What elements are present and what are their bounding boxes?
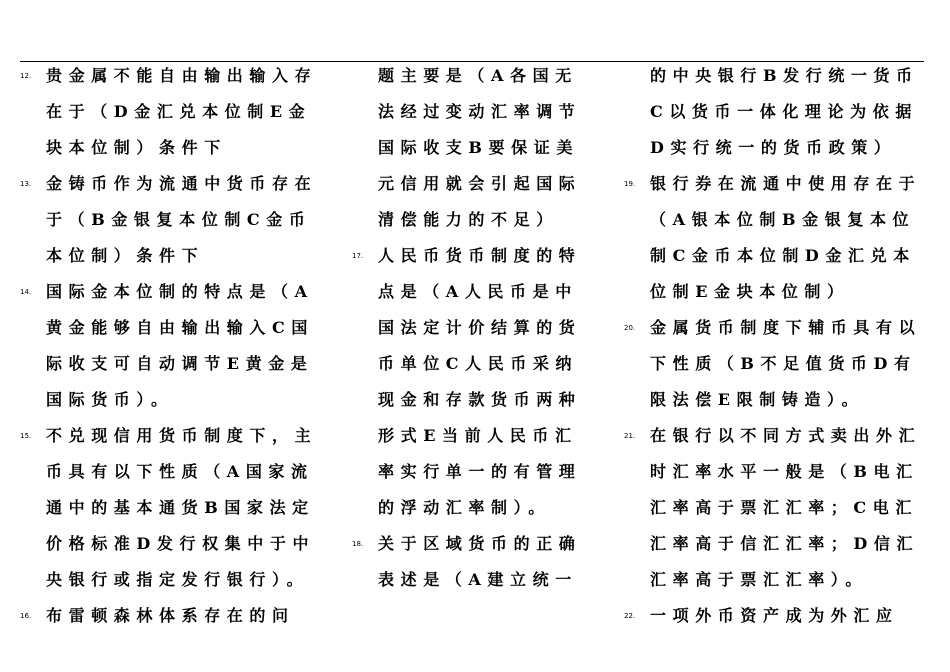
question-text: 国际金本位制的特点是（A黄金能够自由输出输入C国际收支可自动调节E黄金是国际货币）。	[46, 282, 314, 409]
question-number: 16.	[20, 612, 32, 620]
question-number: 15.	[20, 432, 32, 440]
question-item	[20, 58, 321, 166]
question-number: 14.	[20, 288, 32, 296]
column-3	[624, 58, 922, 634]
question-item-continued	[624, 58, 925, 166]
question-item	[624, 598, 925, 634]
question-number: 13.	[20, 180, 32, 188]
question-number: 22.	[624, 612, 636, 620]
question-item	[624, 418, 925, 598]
question-text: 一项外币资产成为外汇应	[650, 606, 899, 625]
question-item	[20, 418, 321, 598]
question-item	[624, 166, 925, 310]
question-text: 题主要是（A各国无法经过变动汇率调节国际收支B要保证美元信用就会引起国际清偿能力的不足）	[378, 66, 582, 229]
question-text: 银行券在流通中使用存在于（A银本位制B金银复本位制C金币本位制D金汇兑本位制E金块本位制）	[650, 174, 922, 301]
question-item	[624, 310, 925, 418]
question-text: 贵金属不能自由输出输入存在于（D金汇兑本位制E金块本位制）条件下	[46, 66, 318, 157]
question-item	[352, 238, 593, 526]
question-text: 不兑现信用货币制度下，主币具有以下性质（A国家流通中的基本通货B国家法定价格标准D发行权集中于中央银行或指定发行银行）。	[46, 426, 318, 589]
question-item	[352, 526, 593, 598]
question-item	[20, 274, 321, 418]
question-number: 19.	[624, 180, 636, 188]
question-number: 18.	[352, 540, 364, 548]
question-text: 关于区域货币的正确表述是（A建立统一	[378, 534, 582, 589]
question-number: 20.	[624, 324, 636, 332]
column-2	[352, 58, 622, 598]
question-item	[20, 166, 321, 274]
column-1	[20, 58, 318, 634]
question-text: 人民币货币制度的特点是（A人民币是中国法定计价结算的货币单位C人民币采纳现金和存款货币两种形式E当前人民币汇率实行单一的有管理的浮动汇率制）。	[378, 246, 582, 517]
question-text: 金铸币作为流通中货币存在于（B金银复本位制C金币本位制）条件下	[46, 174, 318, 265]
question-text: 在银行以不同方式卖出外汇时汇率水平一般是（B电汇汇率高于票汇汇率；C电汇汇率高于信汇汇率；D信汇汇率高于票汇汇率）。	[650, 426, 922, 589]
question-text: 布雷顿森林体系存在的问	[46, 606, 295, 625]
question-number: 17.	[352, 252, 364, 260]
question-item-continued	[352, 58, 593, 238]
question-number: 21.	[624, 432, 636, 440]
question-number: 12.	[20, 72, 32, 80]
question-text: 的中央银行B发行统一货币C以货币一体化理论为依据D实行统一的货币政策）	[650, 66, 919, 157]
question-item	[20, 598, 321, 634]
question-text: 金属货币制度下辅币具有以下性质（B不足值货币D有限法偿E限制铸造）。	[650, 318, 922, 409]
